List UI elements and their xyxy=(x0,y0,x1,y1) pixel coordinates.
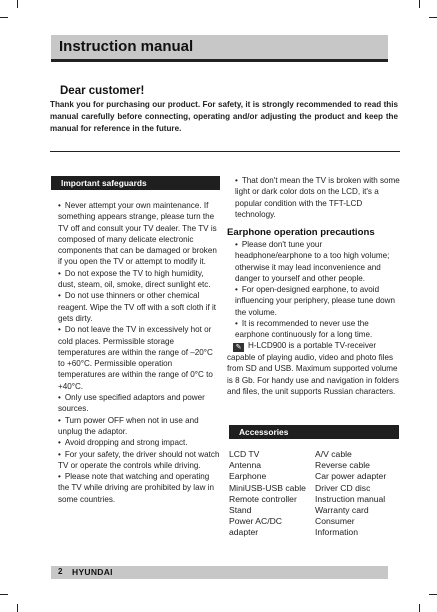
accessory-item: Instruction manual xyxy=(315,493,386,504)
table-row xyxy=(229,449,386,460)
crop-mark xyxy=(0,17,8,18)
table-row xyxy=(229,505,386,516)
accessory-item: MiniUSB-USB cable xyxy=(229,482,306,493)
safeguard-item: • Do not use thinners or other chemical reagent. Wipe the TV off with a soft cloth if it gets dirty. xyxy=(50,290,220,324)
table-row xyxy=(229,471,386,482)
accessory-item: Reverse cable xyxy=(315,460,370,471)
safeguards-list xyxy=(50,200,220,505)
section-heading-accessories: Accessories xyxy=(229,425,399,439)
table-row xyxy=(229,516,386,527)
product-description xyxy=(227,340,400,397)
accessories-table xyxy=(229,449,386,539)
safeguard-item: • That don't mean the TV is broken with some light or dark color dots on the LCD, it's a popular condition with the TFT-LCD technology. xyxy=(227,175,400,220)
section-heading-earphone: Earphone operation precautions xyxy=(227,227,375,238)
page-header xyxy=(51,35,388,62)
accessory-item: Earphone xyxy=(229,471,267,482)
page-title: Instruction manual xyxy=(59,38,194,55)
earphone-list xyxy=(227,239,400,341)
page-number: 2 xyxy=(58,567,63,576)
accessory-item: Consumer xyxy=(315,516,355,527)
safeguard-item: • Avoid dropping and strong impact. xyxy=(50,437,220,448)
crop-mark xyxy=(17,0,18,8)
product-text: H-LCD900 is a portable TV-receiver capable of playing audio, video and photo files from SD and USB. Maximum supported volume is 8 Gb. For handy use and navigation in folders and files, the unit supports Russian characters. xyxy=(227,341,399,396)
crop-mark xyxy=(0,594,8,595)
table-row xyxy=(229,483,386,494)
accessory-item: Information xyxy=(315,527,358,538)
accessory-item: Antenna xyxy=(229,460,262,471)
accessory-item: adapter xyxy=(229,527,259,538)
safeguards-continued xyxy=(227,175,400,220)
crop-mark xyxy=(429,594,437,595)
earphone-item: • Please don't tune your headphone/earphone to a too high volume; otherwise it may lead inconvenience and danger to yourself and other people. xyxy=(227,239,400,284)
section-heading-safeguards: Important safeguards xyxy=(51,176,220,190)
earphone-item: • For open-designed earphone, to avoid influencing your periphery, please tune down the volume. xyxy=(227,284,400,318)
safeguard-item: • Never attempt your own maintenance. If something appears strange, please turn the TV off and consult your TV dealer. The TV is composed of many delicate electronic components that can be damaged or broken if you open the TV or attempt to modify it. xyxy=(50,200,220,268)
safeguard-item: • Do not leave the TV in excessively hot or cold places. Permissible storage temperatures are within the range of –20°C to +60°C. Permissible operation temperatures are within the range of 0°C to +40°C. xyxy=(50,324,220,392)
safeguard-item: • Do not expose the TV to high humidity, dust, steam, oil, smoke, direct sunlight etc. xyxy=(50,268,220,291)
greeting: Dear customer! xyxy=(60,85,145,97)
accessory-item: LCD TV xyxy=(229,449,260,459)
table-row xyxy=(229,527,386,538)
table-row xyxy=(229,494,386,505)
accessory-item: Driver CD disc xyxy=(315,482,371,493)
safeguard-item: • For your safety, the driver should not watch TV or operate the controls while driving. xyxy=(50,449,220,472)
accessory-item: Stand xyxy=(229,505,252,516)
accessory-item: A/V cable xyxy=(315,449,352,459)
intro-text: Thank you for purchasing our product. For safety, it is strongly recommended to read this manual carefully before connecting, operating and/or adjusting the product and keep the manual for reference in the future. xyxy=(50,100,398,133)
note-icon: ✎ xyxy=(233,343,244,352)
crop-mark xyxy=(419,604,420,612)
crop-mark xyxy=(419,0,420,8)
safeguard-item: • Please note that watching and operating the TV while driving are prohibited by law in some countries. xyxy=(50,471,220,505)
crop-mark xyxy=(17,604,18,612)
accessory-item: Power AC/DC xyxy=(229,516,283,527)
accessory-item: Car power adapter xyxy=(315,471,387,482)
safeguard-item: • Turn power OFF when not in use and unplug the adaptor. xyxy=(50,415,220,438)
crop-mark xyxy=(429,17,437,18)
divider xyxy=(50,151,400,152)
table-row xyxy=(229,460,386,471)
earphone-item: • It is recommended to never use the earphone continuously for a long time. xyxy=(227,318,400,341)
safeguard-item: • Only use specified adaptors and power sources. xyxy=(50,392,220,415)
brand-logo: HYUNDAI xyxy=(72,567,113,577)
accessory-item: Remote controller xyxy=(229,493,297,504)
accessory-item: Warranty card xyxy=(315,505,369,516)
